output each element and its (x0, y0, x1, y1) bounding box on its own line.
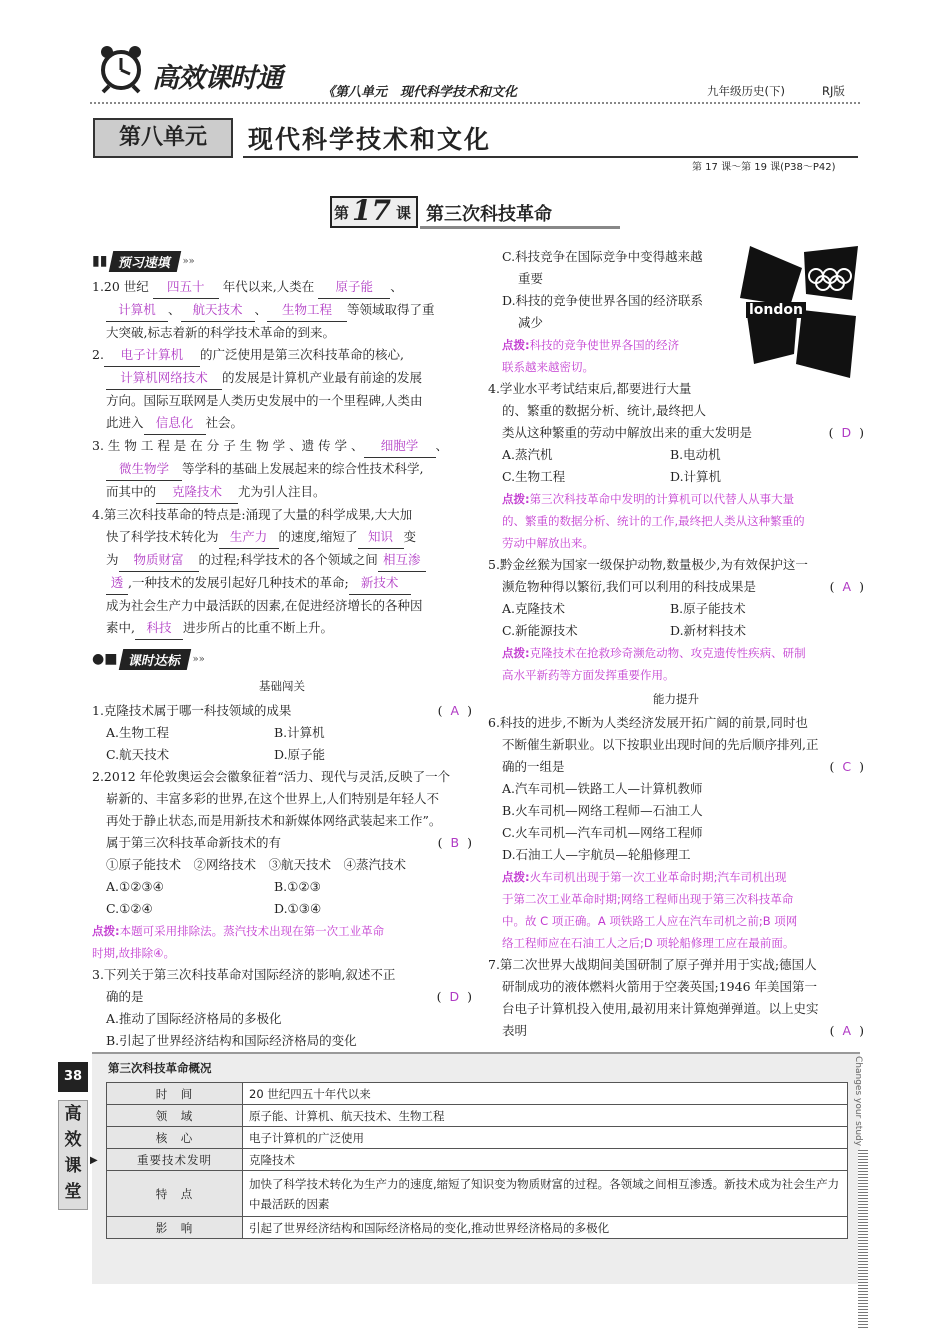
table-row: 时 间 20 世纪四五十年代以来 (107, 1083, 848, 1105)
fill-q2: 2. 电子计算机 的广泛使用是第三次科技革命的核心, 计算机网络技术 的发展是计算机产业最有前途的发展 方向。国际互联网是人类历史发展中的一个里程碑,人类由 此进入 信息化 社会。 (92, 344, 472, 435)
mcq-q3: 3.下列关于第三次科技革命对国际经济的影响,叙述不正 确的是 ( D ) A.推动了国际经济格局的多极化 B.引起了世界经济结构和国际经济格局的变化 (92, 967, 472, 1048)
vertical-slogan: Changes your study (853, 1056, 863, 1147)
header (90, 40, 860, 110)
lesson-prefix: 第 (334, 204, 350, 222)
lesson-number: 17 (352, 194, 391, 227)
mcq-q6: 6.科技的进步,不断为人类经济发展开拓广阔的前景,同时也 不断催生新职业。以下按职业出现时间的先后顺序排列,正 确的一组是 ( C ) A.汽车司机—铁路工人—计算机教师 B.火车司机—网络工程师—石油工人 C.火车司机—汽车司机—网络工程师 D.石油工人—宇航员—轮船修理工 点拨:火车司机出现于第一次工业革命时期;汽车司机出现 于第二次工业革命时期;网络工程师出现于第三次科技革命 中。故 C 项正确。A 项铁路工人应在汽车司机之前;B 项网 络工程师应在石油工人之后;D 项轮船修理工应在最前面。 (488, 715, 864, 950)
section-practice: ●■ 课时达标 »» (92, 648, 472, 670)
fill-q3: 3. 生 物 工 程 是 在 分 子 生 物 学 、遗 传 学 、 细胞学 、 微生物学 等学科的基础上发展起来的综合性技术科学, 而其中的 克隆技术 尤为引人注目。 (92, 435, 472, 504)
summary-title: 第三次科技革命概况 (108, 1061, 212, 1075)
mcq-q7: 7.第二次世界大战期间美国研制了原子弹并用于实战;德国人 研制成功的液体燃料火箭用于空袭英国;1946 年美国第一 台电子计算机投入使用,最初用来计算炮弹弹道。以上史实 表明 ( A ) (488, 957, 864, 1038)
lesson-range: 第 17 课～第 19 课(P38～P42) (692, 162, 836, 173)
camera-icon: ●■ (92, 651, 118, 667)
table-row: 影 响 引起了世界经济结构和国际经济格局的变化,推动世界经济格局的多极化 (107, 1217, 848, 1239)
section-preview: ▮▮ 预习速填 »» (92, 250, 472, 272)
mcq-q1: 1.克隆技术属于哪一科技领域的成果 ( A ) A.生物工程 B.计算机 C.航天技术 D.原子能 (92, 703, 472, 762)
mcq-q4: 4.学业水平考试结束后,都要进行大量 的、繁重的数据分析、统计,最终把人 类从这种繁重的劳动中解放出来的重大发明是 ( D ) A.蒸汽机 B.电动机 C.生物工程 D.计算机 点拨:第三次科技革命中发明的计算机可以代替人从事大量 的、繁重的数据分析、统计的工作,最终把人类从这种繁重的 劳动中解放出来。 (488, 381, 864, 550)
section-practice-label: 课时达标 (119, 649, 191, 670)
page-number: 38 (58, 1062, 88, 1092)
book-icon: ▮▮ (92, 253, 108, 269)
arrow-right-icon: ▶ (90, 1155, 98, 1166)
section-basic-label: 基础闯关 (259, 679, 305, 693)
table-row: 领 域 原子能、计算机、航天技术、生物工程 (107, 1105, 848, 1127)
mcq-q2: 2.2012 年伦敦奥运会会徽象征着“活力、现代与灵活,反映了一个 崭新的、丰富多彩的世界,在这个世界上,人们特别是年轻人不 再处于静止状态,而是用新技术和新媒体网络武装起来工作”。 属于第三次科技革命新技术的有 ( B ) ①原子能技术 ②网络技术 ③航天技术 ④蒸汽技术 A.①②③④ B.①②③ C.①②④ D.①③④ 点拨:本题可采用排除法。蒸汽技术出现在第一次工业革命 时期,故排除④。 (92, 769, 472, 960)
logo-text: london (746, 302, 806, 318)
left-column (92, 250, 472, 1052)
header-dots (90, 102, 860, 108)
table-row: 核 心 电子计算机的广泛使用 (107, 1127, 848, 1149)
unit-banner (93, 116, 863, 162)
edge-stripes (858, 1150, 868, 1330)
lesson-title (330, 196, 620, 230)
mcq-q3-cont: C.科技竞争在国际竞争中变得越来越 重要 D.科技的竞争使世界各国的经济联系 减少 点拨:科技的竞争使世界各国的经济 联系越来越密切。 (502, 249, 704, 374)
lesson-suffix: 课 (396, 204, 412, 222)
lesson-name: 第三次科技革命 (426, 204, 552, 225)
side-tab: 高 效 课 堂 (58, 1100, 88, 1210)
fill-q4: 4.第三次科技革命的特点是:涌现了大量的科学成果,大大加 快了科学技术转化为 生产力 的速度,缩短了 知识 变 为 物质财富 的过程;科学技术的各个领域之间 相互渗 透 ,一种技术的发展引起好几种技术的革命; 新技术 成为社会生产力中最活跃的因素,在促进经济增长的各种因 素中, 科技 进步所占的比重不断上升。 (92, 504, 472, 640)
unit-label: 第八单元 (93, 118, 233, 158)
brand-logo: 高效课时通 (152, 63, 282, 94)
unit-breadcrumb: 《第八单元 现代科学技术和文化 (322, 85, 518, 100)
london-2012-logo (740, 246, 862, 380)
mcq-q5: 5.黔金丝猴为国家一级保护动物,数量极少,为有效保护这一 濒危物种得以繁衍,我们可以利用的科技成果是 ( A ) A.克隆技术 B.原子能技术 C.新能源技术 D.新材料技术 点拨:克隆技术在抢救珍奇濒危动物、攻克遗传性疾病、研制 高水平新药等方面发挥重要作用。 (488, 557, 864, 682)
unit-title: 现代科学技术和文化 (248, 125, 492, 154)
table-row: 特 点 加快了科学技术转化为生产力的速度,缩短了知识变为物质财富的过程。各领域之间相互渗透。新技术成为社会生产力中最活跃的因素 (107, 1171, 848, 1217)
summary-table (106, 1082, 848, 1239)
alarm-clock-icon (95, 42, 147, 94)
section-advance-label: 能力提升 (653, 692, 699, 706)
grade-label: 九年级历史(下) (707, 84, 785, 98)
section-preview-label: 预习速填 (109, 251, 181, 272)
fill-q1: 1.20 世纪 四五十 年代以来,人类在 原子能 、 计算机 、 航天技术 、 生物工程 等领域取得了重 大突破,标志着新的科学技术革命的到来。 (92, 276, 472, 344)
edition-label: RJ版 (822, 84, 845, 98)
table-row: 重要技术发明 克隆技术 (107, 1149, 848, 1171)
